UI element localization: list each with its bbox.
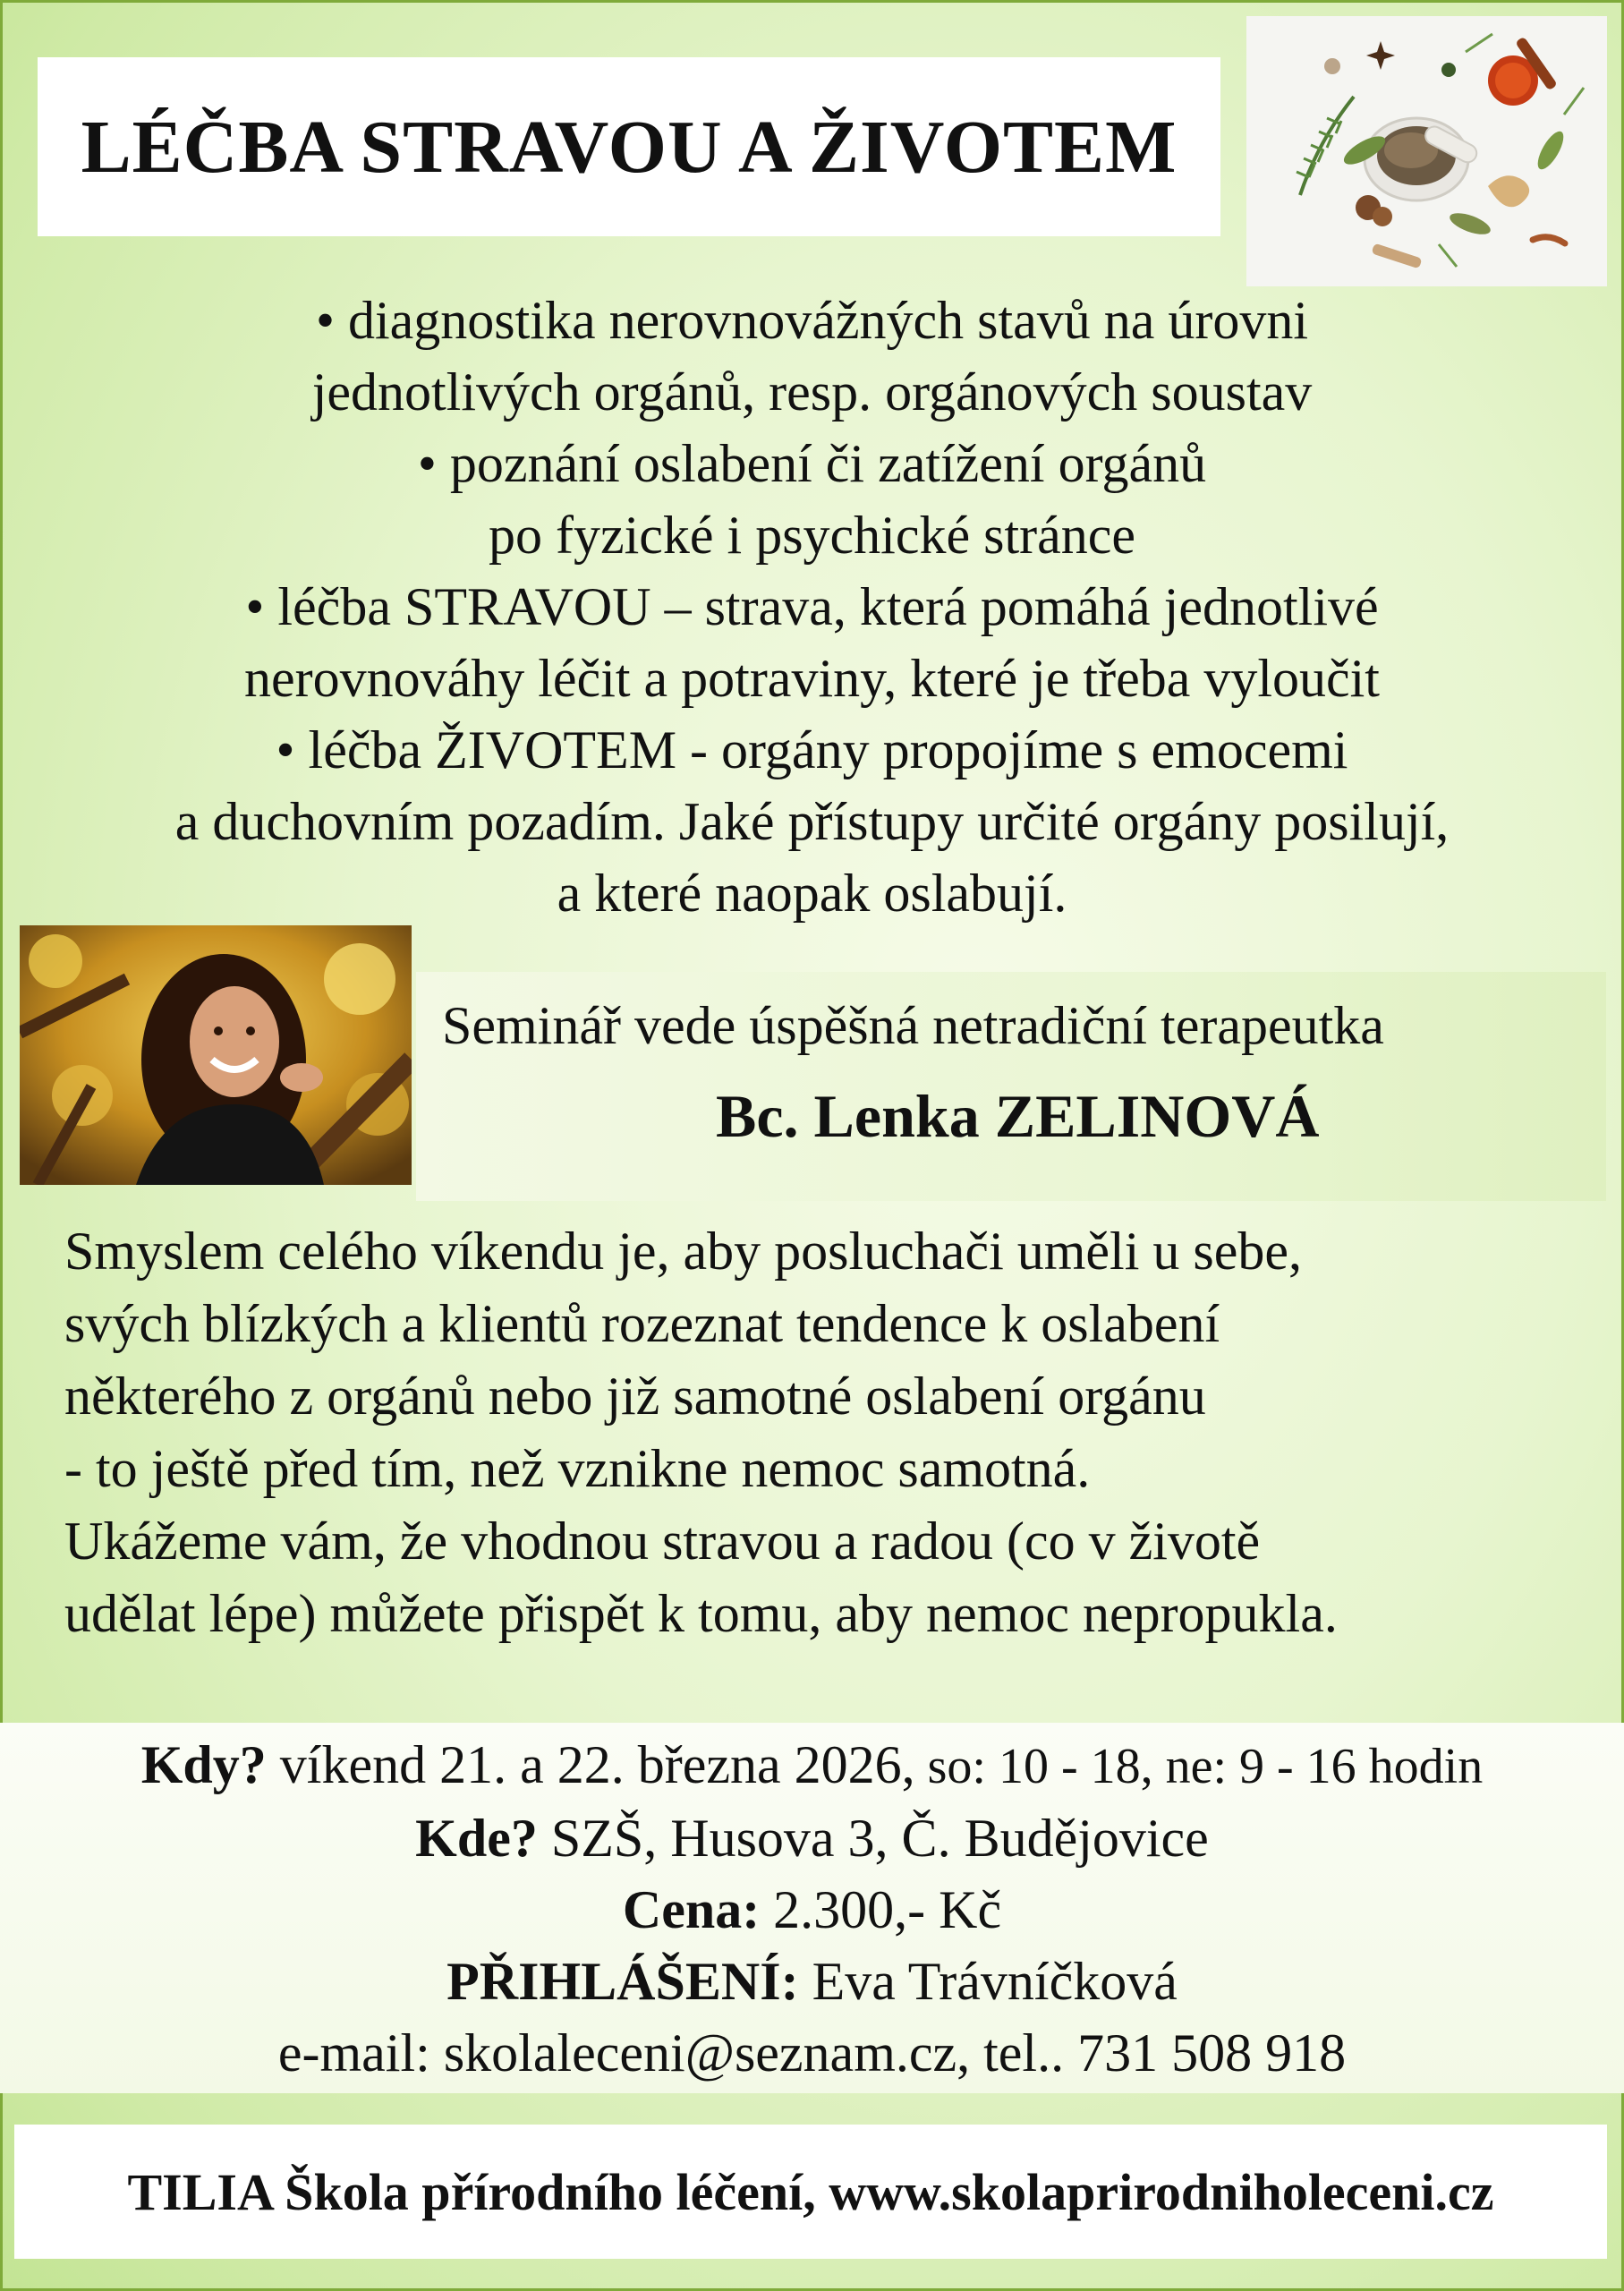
when-hours: so: 10 - 18, ne: 9 - 16 hodin [914,1739,1484,1794]
paragraph-line: svých blízkých a klientů rozeznat tendence k oslabení [64,1294,1220,1353]
when-value: víkend 21. a 22. března 2026, [266,1735,915,1794]
bullet-line: nerovnováhy léčit a potraviny, které je třeba vyloučit [244,649,1380,708]
price-line [0,1874,1624,1946]
price-value: 2.300,- Kč [760,1880,1002,1939]
bullet-line: a duchovním pozadím. Jaké přístupy určité orgány posilují, [174,792,1450,851]
paragraph-line: Smyslem celého víkendu je, aby posluchači uměli u sebe, [64,1222,1302,1281]
paragraph-line: udělat lépe) můžete přispět k tomu, aby nemoc nepropukla. [64,1584,1338,1643]
poster-title: LÉČBA STRAVOU A ŽIVOTEM [81,105,1178,189]
paragraph-line: Ukážeme vám, že vhodnou stravou a radou (co v životě [64,1512,1261,1571]
price-label: Cena: [622,1880,761,1939]
registration-label: PŘIHLÁŠENÍ: [446,1952,799,2011]
when-label: Kdy? [140,1735,267,1794]
footer-text: TILIA Škola přírodního léčení, www.skolaprirodniholeceni.cz [127,2162,1494,2221]
event-info [0,1729,1624,2089]
bullet-line: • léčba ŽIVOTEM - orgány propojíme s emocemi [276,720,1348,779]
paragraph-line: některého z orgánů nebo již samotné oslabení orgánu [64,1367,1206,1426]
where-line [0,1802,1624,1874]
bullet-line: a které naopak oslabují. [557,864,1067,923]
bullet-line: • léčba STRAVOU – strava, která pomáhá jednotlivé [245,577,1379,636]
description-paragraph [64,1215,1603,1650]
title-box [38,57,1220,236]
therapist-photo [20,925,412,1185]
registration-line [0,1946,1624,2017]
bullet-line: • poznání oslabení či zatížení orgánů [417,434,1207,493]
bullet-line: po fyzické i psychické stránce [488,506,1136,565]
where-label: Kde? [415,1809,538,1868]
seminar-intro: Seminář vede úspěšná netradiční terapeutka [442,996,1384,1055]
contact-line: e-mail: skolaleceni@seznam.cz, tel.. 731 508 918 [277,2023,1347,2082]
footer-box [14,2125,1607,2259]
when-line [0,1729,1624,1802]
bullet-line: jednotlivých orgánů, resp. orgánových soustav [311,362,1313,422]
registration-value: Eva Trávníčková [798,1952,1178,2011]
spices-illustration [1246,16,1607,286]
bullet-line: • diagnostika nerovnovážných stavů na úrovni [315,291,1309,350]
therapist-portrait [20,925,412,1185]
paragraph-line: - to ještě před tím, než vznikne nemoc samotná. [64,1439,1091,1498]
bullet-list [18,285,1606,929]
spices-image [1246,16,1607,286]
therapist-name: Bc. Lenka ZELINOVÁ [716,1082,1320,1150]
where-value: SZŠ, Husova 3, Č. Budějovice [537,1809,1209,1868]
